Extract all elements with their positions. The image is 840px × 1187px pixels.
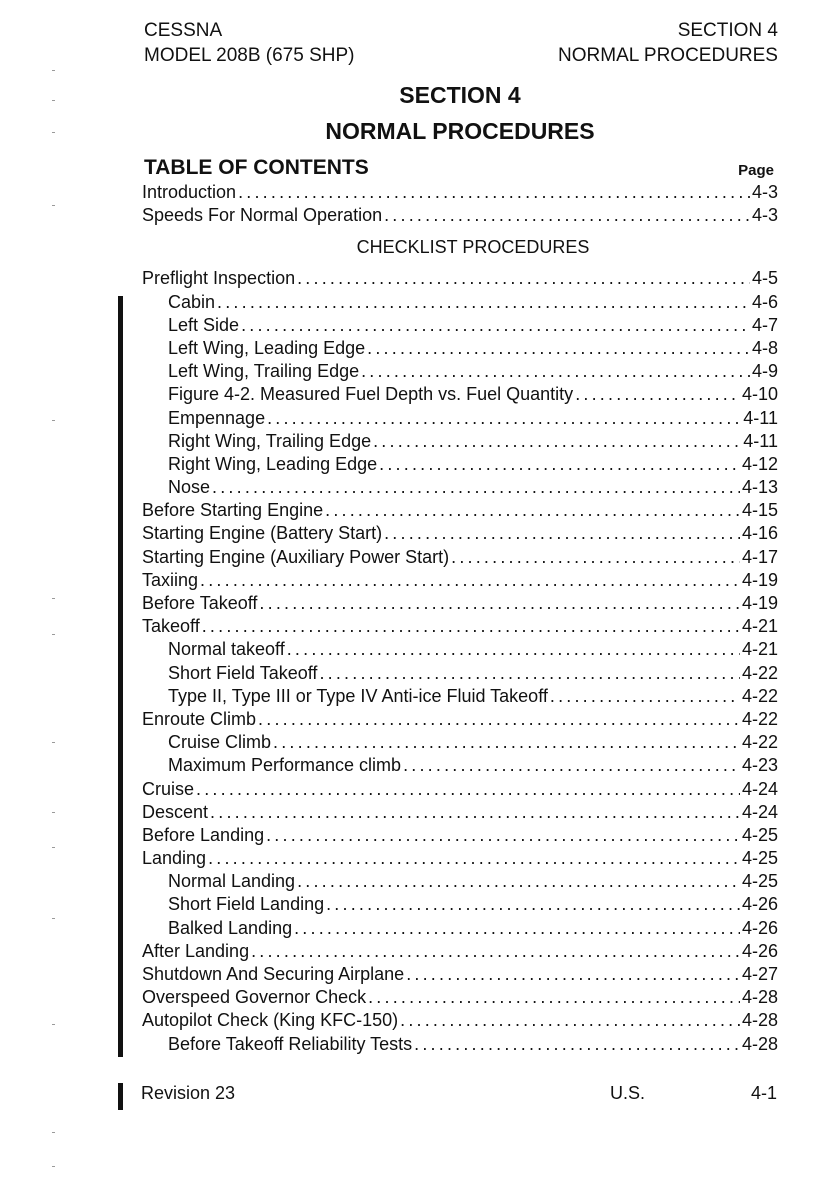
toc-entry-page: 4-22 xyxy=(741,708,778,729)
toc-entry-page: 4-9 xyxy=(751,361,778,382)
dot-leader xyxy=(319,662,740,685)
toc-entry-label: Starting Engine (Auxiliary Power Start) xyxy=(142,546,450,567)
toc-entry-label: Landing xyxy=(142,848,207,869)
scan-margin-mark xyxy=(52,847,55,848)
toc-entry-page: 4-22 xyxy=(741,732,778,753)
dot-leader xyxy=(414,1033,740,1056)
dot-leader xyxy=(297,267,750,290)
dot-leader xyxy=(384,522,740,545)
dot-leader xyxy=(400,1009,740,1032)
toc-entry-page: 4-28 xyxy=(741,1033,778,1054)
dot-leader xyxy=(241,314,750,337)
toc-entry-label: Figure 4-2. Measured Fuel Depth vs. Fuel Quantity xyxy=(168,384,574,405)
table-of-contents xyxy=(142,181,778,1056)
toc-entry[interactable] xyxy=(142,731,778,754)
toc-entry[interactable] xyxy=(142,963,778,986)
scan-margin-mark xyxy=(52,420,55,421)
revision-change-bar xyxy=(118,296,123,1057)
toc-entry-page: 4-24 xyxy=(741,778,778,799)
toc-entry-label: Preflight Inspection xyxy=(142,268,296,289)
toc-entry[interactable] xyxy=(142,314,778,337)
toc-entry-label: Type II, Type III or Type IV Anti-ice Fluid Takeoff xyxy=(168,685,548,706)
scan-margin-mark xyxy=(52,132,55,133)
header-section-title: NORMAL PROCEDURES xyxy=(558,45,778,66)
scan-margin-mark xyxy=(52,70,55,71)
scan-margin-mark xyxy=(52,100,55,101)
toc-entry[interactable] xyxy=(142,615,778,638)
toc-entry-page: 4-17 xyxy=(741,546,778,567)
toc-entry[interactable] xyxy=(142,662,778,685)
toc-entry-label: Before Takeoff xyxy=(142,593,258,613)
toc-entry-label: Shutdown And Securing Airplane xyxy=(142,964,405,984)
header-manufacturer: CESSNA xyxy=(144,20,223,41)
toc-entry-label: Speeds For Normal Operation xyxy=(142,205,383,226)
toc-entry[interactable] xyxy=(142,1009,778,1032)
toc-entry[interactable] xyxy=(142,940,778,963)
dot-leader xyxy=(575,383,740,406)
dot-leader xyxy=(258,708,740,731)
toc-entry[interactable] xyxy=(142,499,778,522)
toc-entry-page: 4-21 xyxy=(741,639,778,660)
toc-entry-label: Short Field Landing xyxy=(168,894,325,915)
toc-entry-label: Introduction xyxy=(142,182,237,202)
dot-leader xyxy=(259,592,740,615)
toc-entry-page: 4-5 xyxy=(751,268,778,289)
toc-entry-page: 4-25 xyxy=(741,871,778,892)
dot-leader xyxy=(217,291,750,314)
toc-entry-page: 4-3 xyxy=(751,182,778,202)
toc-entry-page: 4-13 xyxy=(741,477,778,498)
toc-entry-label: Left Wing, Trailing Edge xyxy=(168,361,360,382)
toc-entry-label: Descent xyxy=(142,801,209,822)
toc-entry-page: 4-23 xyxy=(741,755,778,776)
dot-leader xyxy=(273,731,740,754)
toc-entry-page: 4-28 xyxy=(741,987,778,1008)
toc-entry-label: Before Takeoff Reliability Tests xyxy=(168,1033,413,1054)
toc-entry-label: Cruise Climb xyxy=(168,732,272,753)
toc-entry-page: 4-8 xyxy=(751,337,778,358)
toc-entry-page: 4-12 xyxy=(741,453,778,474)
toc-entry[interactable] xyxy=(142,430,778,453)
toc-entry[interactable] xyxy=(142,778,778,801)
toc-entry-label: Overspeed Governor Check xyxy=(142,987,367,1008)
toc-entry-page: 4-26 xyxy=(741,940,778,961)
toc-entry-label: Before Starting Engine xyxy=(142,500,324,521)
dot-leader xyxy=(406,963,740,986)
toc-entry-label: After Landing xyxy=(142,940,250,961)
dot-leader xyxy=(403,754,740,777)
toc-entry-page: 4-22 xyxy=(741,685,778,706)
toc-entry-label: Right Wing, Leading Edge xyxy=(168,453,378,474)
toc-entry-page: 4-26 xyxy=(741,894,778,915)
toc-entry[interactable] xyxy=(142,708,778,731)
dot-leader xyxy=(251,940,740,963)
toc-entry[interactable] xyxy=(142,801,778,824)
header-model: MODEL 208B (675 SHP) xyxy=(144,45,355,66)
dot-leader xyxy=(200,569,740,592)
toc-entry[interactable] xyxy=(142,824,778,847)
dot-leader xyxy=(379,453,740,476)
toc-entry[interactable] xyxy=(142,453,778,476)
toc-entry[interactable] xyxy=(142,267,778,290)
dot-leader xyxy=(451,546,740,569)
toc-entry-page: 4-27 xyxy=(741,964,778,984)
toc-entry-page: 4-21 xyxy=(741,616,778,637)
toc-entry-label: Autopilot Check (King KFC-150) xyxy=(142,1010,399,1031)
scan-margin-mark xyxy=(52,1166,55,1167)
toc-entry[interactable] xyxy=(142,476,778,499)
scan-margin-mark xyxy=(52,812,55,813)
dot-leader xyxy=(550,685,740,708)
toc-entry[interactable] xyxy=(142,407,778,430)
toc-entry-page: 4-7 xyxy=(751,314,778,335)
dot-leader xyxy=(210,801,740,824)
scan-margin-mark xyxy=(52,634,55,635)
footer-region: U.S. xyxy=(610,1083,646,1103)
dot-leader xyxy=(373,430,741,453)
toc-entry-page: 4-28 xyxy=(741,1010,778,1031)
page-title-section: SECTION 4 xyxy=(399,82,521,108)
scan-margin-mark xyxy=(52,918,55,919)
toc-entry-label: Left Side xyxy=(168,314,240,335)
toc-entry-page: 4-24 xyxy=(741,801,778,822)
revision-change-bar-footer xyxy=(118,1083,123,1110)
toc-entry-label: Normal takeoff xyxy=(168,639,285,660)
dot-leader xyxy=(266,824,740,847)
dot-leader xyxy=(267,407,741,430)
toc-entry-page: 4-11 xyxy=(743,407,778,428)
toc-heading: TABLE OF CONTENTS xyxy=(144,156,369,179)
toc-entry-page: 4-6 xyxy=(751,291,778,312)
header-section: SECTION 4 xyxy=(677,20,778,41)
scan-margin-mark xyxy=(52,205,55,206)
dot-leader xyxy=(212,476,740,499)
toc-entry[interactable] xyxy=(142,360,778,383)
toc-entry-page: 4-15 xyxy=(741,500,778,521)
toc-entry-label: Right Wing, Trailing Edge xyxy=(168,430,372,451)
toc-entry-label: Maximum Performance climb xyxy=(168,755,402,776)
toc-entry-page: 4-10 xyxy=(741,384,778,405)
toc-entry-label: Cruise xyxy=(142,778,195,799)
toc-entry[interactable] xyxy=(142,870,778,893)
dot-leader xyxy=(294,917,740,940)
dot-leader xyxy=(208,847,740,870)
toc-entry[interactable] xyxy=(142,291,778,314)
toc-entry-page: 4-11 xyxy=(743,430,778,451)
toc-entry[interactable] xyxy=(142,569,778,592)
toc-entry-label: Left Wing, Leading Edge xyxy=(168,337,366,358)
toc-entry-label: Enroute Climb xyxy=(142,708,257,729)
toc-entry-label: Before Landing xyxy=(142,824,265,845)
scan-margin-mark xyxy=(52,1024,55,1025)
toc-entry[interactable] xyxy=(142,181,778,204)
dot-leader xyxy=(326,893,740,916)
toc-entry-label: Starting Engine (Battery Start) xyxy=(142,523,383,544)
dot-leader xyxy=(287,638,740,661)
dot-leader xyxy=(196,778,740,801)
dot-leader xyxy=(384,204,750,227)
toc-entry[interactable] xyxy=(142,383,778,406)
dot-leader xyxy=(367,337,750,360)
toc-entry-label: Taxiing xyxy=(142,569,199,590)
toc-entry-label: Short Field Takeoff xyxy=(168,662,318,683)
toc-entry[interactable] xyxy=(142,638,778,661)
toc-entry[interactable] xyxy=(142,204,778,227)
dot-leader xyxy=(325,499,740,522)
toc-entry-page: 4-16 xyxy=(741,523,778,544)
dot-leader xyxy=(361,360,750,383)
scan-margin-mark xyxy=(52,598,55,599)
toc-entry-label: Empennage xyxy=(168,407,266,428)
toc-entry[interactable] xyxy=(142,986,778,1009)
toc-entry-page: 4-26 xyxy=(741,917,778,938)
dot-leader xyxy=(202,615,740,638)
toc-entry[interactable] xyxy=(142,847,778,870)
toc-entry-label: Cabin xyxy=(168,291,216,312)
dot-leader xyxy=(238,181,750,204)
header-left xyxy=(144,18,355,68)
toc-entry-label: Normal Landing xyxy=(168,871,296,892)
toc-entry-page: 4-19 xyxy=(741,569,778,590)
toc-entry[interactable] xyxy=(142,546,778,569)
scan-margin-mark xyxy=(52,1132,55,1133)
scan-margin-mark xyxy=(52,742,55,743)
toc-entry-label: Balked Landing xyxy=(168,917,293,938)
toc-page-column-heading: Page xyxy=(738,162,774,179)
toc-entry[interactable] xyxy=(142,522,778,545)
toc-entry-page: 4-25 xyxy=(741,848,778,869)
footer-page-number: 4-1 xyxy=(750,1083,777,1103)
dot-leader xyxy=(368,986,740,1009)
footer-revision: Revision 23 xyxy=(141,1083,236,1103)
toc-entry[interactable] xyxy=(142,917,778,940)
toc-entry-page: 4-19 xyxy=(741,593,778,613)
toc-entry-page: 4-22 xyxy=(741,662,778,683)
toc-subheading: CHECKLIST PROCEDURES xyxy=(356,236,590,257)
header-right xyxy=(558,18,778,68)
toc-entry[interactable] xyxy=(142,592,778,615)
toc-entry-page: 4-3 xyxy=(751,205,778,226)
toc-entry[interactable] xyxy=(142,685,778,708)
toc-entry-label: Nose xyxy=(168,477,211,498)
toc-entry[interactable] xyxy=(142,893,778,916)
toc-entry[interactable] xyxy=(142,1033,778,1056)
page-title-procedures: NORMAL PROCEDURES xyxy=(325,118,595,144)
toc-entry[interactable] xyxy=(142,754,778,777)
dot-leader xyxy=(297,870,740,893)
toc-entry[interactable] xyxy=(142,337,778,360)
toc-entry-page: 4-25 xyxy=(741,824,778,845)
toc-entry-label: Takeoff xyxy=(142,616,200,637)
